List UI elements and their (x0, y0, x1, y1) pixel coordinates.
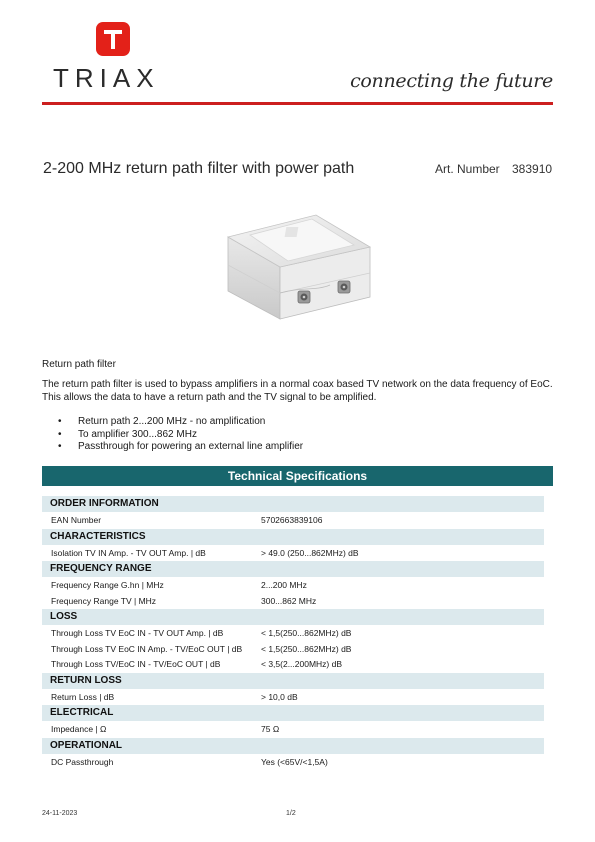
feature-item: • To amplifier 300...862 MHz (58, 428, 197, 440)
spec-value: 5702663839106 (261, 515, 323, 525)
spec-row (42, 755, 544, 771)
spec-label: Through Loss TV/EoC IN - TV/EoC OUT | dB (51, 659, 221, 669)
spec-label: Isolation TV IN Amp. - TV OUT Amp. | dB (51, 547, 206, 558)
spec-label: EAN Number (51, 515, 102, 525)
section-loss: LOSS (42, 609, 544, 625)
product-image (220, 195, 380, 325)
section-operational: OPERATIONAL (42, 738, 544, 754)
spec-row (42, 642, 544, 658)
spec-value: 300...862 MHz (261, 595, 317, 606)
spec-label: Impedance | Ω (51, 724, 107, 734)
art-number-value: 383910 (512, 162, 553, 176)
section-frequency-range: FREQUENCY RANGE (42, 561, 544, 577)
header-divider (42, 102, 553, 105)
spec-row (42, 722, 544, 738)
product-subtitle: Return path filter (42, 359, 116, 370)
spec-row (42, 578, 544, 594)
bullet-icon: • (58, 441, 62, 453)
footer-date: 24-11-2023 (42, 810, 78, 817)
triax-logo-icon (96, 22, 130, 56)
spec-value: < 1,5(250...862MHz) dB (261, 643, 352, 654)
spec-label: DC Passthrough (51, 756, 114, 767)
product-description: The return path filter is used to bypass amplifiers in a normal coax based TV network on the data frequency of EoC. This allows the data to have a return path and the TV signal to be amplified. (42, 379, 553, 403)
spec-heading: Technical Specifications (42, 466, 553, 486)
feature-list (58, 416, 303, 454)
spec-label: Through Loss TV EoC IN - TV OUT Amp. | dB (51, 628, 224, 638)
spec-row (42, 626, 544, 642)
spec-row (42, 513, 544, 529)
spec-label: Return Loss | dB (51, 691, 115, 702)
spec-label: Through Loss TV EoC IN Amp. - TV/EoC OUT | dB (51, 643, 243, 654)
brand-tagline: connecting the future (350, 70, 553, 92)
product-title: 2-200 MHz return path filter with power path (43, 160, 355, 177)
spec-label: Frequency Range TV | MHz (51, 595, 157, 606)
spec-row (42, 657, 544, 673)
bullet-icon: • (58, 416, 62, 427)
spec-row (42, 690, 544, 706)
spec-label: Frequency Range G.hn | MHz (51, 580, 164, 590)
art-number-label: Art. Number (435, 162, 500, 176)
spec-value: Yes (<65V/<1,5A) (261, 756, 328, 767)
section-return-loss: RETURN LOSS (42, 673, 544, 689)
spec-value: 2...200 MHz (261, 580, 307, 590)
spec-row (42, 546, 544, 562)
spec-row (42, 594, 544, 610)
section-characteristics: CHARACTERISTICS (42, 529, 544, 545)
spec-value: 75 Ω (261, 724, 280, 734)
section-electrical: ELECTRICAL (42, 705, 544, 721)
page-number: 1/2 (286, 810, 296, 817)
feature-item: • Return path 2...200 MHz - no amplification (58, 416, 266, 427)
spec-table (42, 496, 544, 770)
spec-value: < 1,5(250...862MHz) dB (261, 628, 352, 638)
brand-name: TRIAX (53, 63, 160, 93)
feature-item: • Passthrough for powering an external line amplifier (58, 441, 304, 453)
spec-value: > 10,0 dB (261, 691, 298, 702)
section-order-information: ORDER INFORMATION (42, 496, 544, 512)
bullet-icon: • (58, 428, 62, 440)
spec-value: > 49.0 (250...862MHz) dB (261, 547, 359, 558)
spec-value: < 3,5(2...200MHz) dB (261, 659, 343, 669)
